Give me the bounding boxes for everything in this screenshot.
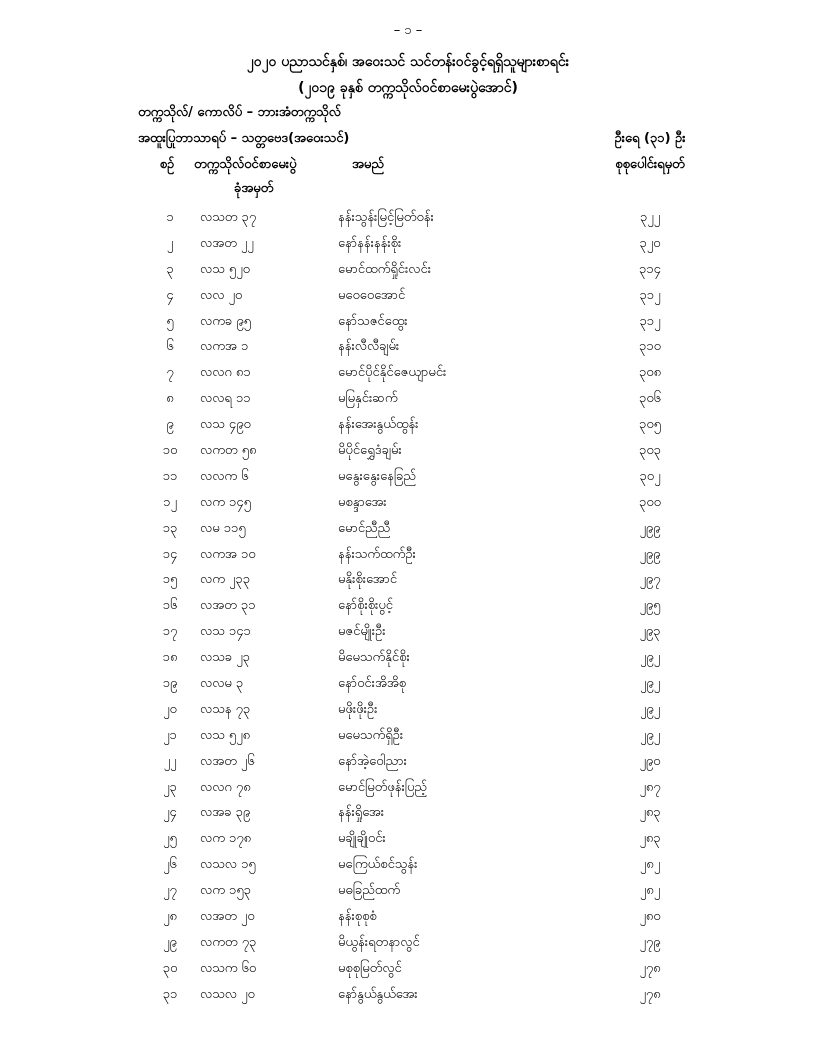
- roll-number: လသ ၅၂၀: [200, 261, 250, 277]
- roll-number: လအခ ၃၉: [200, 805, 251, 821]
- total-marks: ၂၉၂: [639, 701, 661, 717]
- table-row: [0, 413, 816, 439]
- total-marks: ၂၉၉: [639, 520, 661, 536]
- roll-number: လလရ ၁၁: [200, 391, 251, 407]
- table-row: [0, 361, 816, 387]
- row-number: ၉: [166, 417, 174, 433]
- row-number: ၂၄: [163, 805, 177, 821]
- roll-number: လအတ ၂၀: [200, 909, 255, 925]
- table-row: [0, 879, 816, 905]
- roll-number: လကခ ၉၅: [200, 313, 251, 329]
- row-number: ၃: [166, 261, 174, 277]
- total-marks: ၃၀၂: [639, 468, 661, 484]
- roll-number: လသတ ၃၇: [200, 210, 257, 225]
- total-marks: ၂၉၀: [639, 753, 661, 769]
- total-marks: ၂၇၈: [639, 986, 661, 1002]
- row-number: ၂: [166, 235, 174, 251]
- student-name: နော်စိုးစိုးပွင့်: [338, 598, 393, 614]
- table-row: [0, 284, 816, 310]
- student-name: နော်ဝင်းအိအိစု: [338, 676, 407, 692]
- student-name: နန်းသက်ထက်ဦး: [338, 546, 416, 562]
- student-name: မဇင်မျိုးဦး: [338, 624, 386, 640]
- table-row: [0, 827, 816, 853]
- roll-number: လသ ၁၄၁: [200, 624, 251, 640]
- student-name: မနွေးနွေးနေခြည်: [338, 468, 416, 484]
- roll-number: လလဂ ၇၈: [200, 779, 251, 795]
- table-row: [0, 206, 816, 232]
- student-name: နော်နွယ်နွယ်အေး: [338, 986, 418, 1002]
- university-line: တက္ကသိုလ်/ ကောလိပ် – ဘားအံတက္ကသိုလ်: [138, 105, 341, 120]
- roll-number: လသခ ၂၃: [200, 650, 250, 666]
- row-number: ၃၀: [162, 960, 178, 976]
- row-number: ၃၁: [162, 986, 178, 1002]
- total-marks: ၃၀၅: [639, 417, 661, 433]
- document-title: ၂၀၂၀ ပညာသင်နှစ်၊ အဝေးသင် သင်တန်းဝင်ခွင့်ရရှိသူများစာရင်း: [246, 54, 570, 70]
- roll-number: လက ၁၇၈: [200, 831, 252, 847]
- column-header-roll-sub: ခုံအမှတ်: [234, 181, 274, 196]
- roll-number: လသ ၄၉၀: [200, 417, 251, 433]
- total-marks: ၂၈၇: [639, 779, 661, 795]
- student-name: နော်နန်းနန်းစိုး: [338, 235, 402, 251]
- student-name: မနိုးစိုးအောင်: [338, 572, 398, 588]
- table-row: [0, 310, 816, 336]
- student-name: နန်းရှိုအေး: [338, 805, 385, 821]
- row-number: ၁၄: [162, 546, 178, 562]
- student-name: နော်အဲ့ဝေါညား: [338, 753, 407, 769]
- table-row: [0, 776, 816, 802]
- roll-number: လအတ ၂၂: [200, 235, 254, 251]
- student-name: မစန္ဒာအေး: [338, 494, 387, 510]
- student-name: မစုစုမြတ်လွင်: [338, 960, 402, 976]
- table-row: [0, 853, 816, 879]
- student-name: မောင်ထက်ရှိုင်းလင်း: [338, 261, 432, 277]
- table-row: [0, 620, 816, 646]
- roll-number: လက ၂၃၃: [200, 572, 251, 588]
- table-row: [0, 439, 816, 465]
- row-number: ၁၇: [162, 624, 178, 640]
- column-header-marks: စုစုပေါင်းရမှတ်: [615, 157, 685, 172]
- row-number: ၂၆: [163, 857, 177, 873]
- student-name: နော်သဇင်ထွေး: [338, 313, 408, 329]
- table-row: [0, 698, 816, 724]
- row-number: ၂၈: [163, 909, 177, 925]
- row-number: ၂၁: [163, 727, 177, 743]
- total-marks: ၂၉၅: [639, 598, 661, 614]
- total-marks: ၃၂၂: [639, 210, 661, 225]
- table-row: [0, 517, 816, 543]
- roll-number: လလ ၂၀: [200, 287, 243, 303]
- total-marks: ၂၈၂: [639, 857, 661, 873]
- student-name: နန်းလီလီချမ်း: [338, 339, 400, 355]
- roll-number: လသလ ၂၀: [200, 986, 255, 1002]
- row-number: ၁၅: [162, 572, 178, 588]
- table-row: [0, 568, 816, 594]
- total-marks: ၂၉၉: [639, 546, 661, 562]
- student-name: မဝေဝေအောင်: [338, 287, 406, 303]
- roll-number: လသ ၅၂၈: [200, 727, 251, 743]
- roll-number: လက ၁၄၅: [200, 494, 251, 510]
- student-name: နန်းသွန်းမြင့်မြတ်ဝန်း: [338, 210, 434, 225]
- row-number: ၁၈: [162, 650, 178, 666]
- roll-number: လကအ ၁၀: [200, 546, 256, 562]
- column-header-roll: တက္ကသိုလ်ဝင်စာမေးပွဲ: [194, 157, 297, 172]
- row-number: ၅: [166, 313, 174, 329]
- roll-number: လကတ ၅၈: [200, 443, 257, 459]
- table-row: [0, 905, 816, 931]
- results-list: [0, 206, 816, 1009]
- row-number: ၁၃: [162, 520, 178, 536]
- total-marks: ၃၁၂: [639, 313, 661, 329]
- total-marks: ၂၉၂: [639, 727, 661, 743]
- roll-number: လသလ ၁၅: [200, 857, 256, 873]
- student-name: မမေသက်ရှိဦး: [338, 727, 404, 743]
- table-row: [0, 750, 816, 776]
- row-number: ၁၀: [162, 443, 178, 459]
- student-name: မိယွန်းရတနာလွင်: [338, 934, 420, 950]
- roll-number: လက ၁၅၃: [200, 883, 251, 899]
- roll-number: လအတ ၃၁: [200, 598, 256, 614]
- total-marks: ၃၀၀: [639, 494, 661, 510]
- student-name: မောင်မြတ်ဖုန်းပြည့်: [338, 779, 427, 795]
- document-subtitle: (၂၀၁၉ ခုနှစ် တက္ကသိုလ်ဝင်စာမေးပွဲအောင်): [298, 80, 518, 96]
- column-header-name: အမည်: [352, 157, 384, 172]
- table-row: [0, 465, 816, 491]
- student-name: မဓခြည်ထက်: [338, 883, 401, 899]
- total-marks: ၂၉၇: [639, 572, 661, 588]
- total-marks: ၂၈၃: [639, 805, 661, 821]
- table-row: [0, 672, 816, 698]
- column-header-no: စဉ်: [159, 157, 175, 172]
- row-number: ၂၅: [163, 831, 177, 847]
- row-number: ၂၉: [163, 934, 177, 950]
- student-name: မချိုချိုဝင်း: [338, 831, 386, 847]
- roll-number: လအတ ၂၆: [200, 753, 255, 769]
- row-number: ၁၂: [163, 494, 177, 510]
- total-marks: ၃၁၄: [639, 261, 661, 277]
- student-name: မောင်ပိုင်နိုင်ဇေယျာမင်း: [338, 365, 447, 381]
- row-number: ၁၁: [162, 468, 178, 484]
- total-marks: ၃၂၀: [639, 235, 661, 251]
- student-name: မောင်ညီညီ: [338, 520, 391, 536]
- table-row: [0, 543, 816, 569]
- table-row: [0, 983, 816, 1009]
- roll-number: လလမ ၃: [200, 676, 244, 692]
- total-marks: ၃၁၀: [639, 339, 661, 355]
- table-row: [0, 387, 816, 413]
- student-name: မဖိုးဖိုးဦး: [338, 701, 378, 717]
- student-name: မကြေယ်စင်သွန်း: [338, 857, 418, 873]
- roll-number: လလဂ ၈၁: [200, 365, 251, 381]
- total-marks: ၃၀၆: [639, 391, 661, 407]
- total-marks: ၂၈၀: [639, 909, 661, 925]
- page-number: – ၁ –: [393, 23, 423, 38]
- roll-number: လသန ၇၃: [200, 701, 251, 717]
- table-row: [0, 724, 816, 750]
- quota-line: ဦးရေ (၃၁) ဦး: [614, 131, 686, 146]
- table-row: [0, 801, 816, 827]
- roll-number: လမ ၁၁၅: [200, 520, 246, 536]
- student-name: မမြနှင်းဆက်: [338, 391, 398, 407]
- total-marks: ၂၉၃: [639, 624, 661, 640]
- roll-number: လကအ ၁: [200, 339, 249, 355]
- table-row: [0, 594, 816, 620]
- total-marks: ၂၉၂: [639, 676, 661, 692]
- table-row: [0, 491, 816, 517]
- total-marks: ၂၇၈: [639, 960, 661, 976]
- total-marks: ၂၈၂: [639, 883, 661, 899]
- row-number: ၈: [166, 391, 174, 407]
- table-row: [0, 335, 816, 361]
- total-marks: ၃၀၈: [638, 365, 662, 381]
- total-marks: ၂၈၃: [639, 831, 661, 847]
- row-number: ၂၇: [163, 883, 177, 899]
- table-row: [0, 646, 816, 672]
- row-number: ၂၂: [163, 753, 177, 769]
- total-marks: ၃၁၂: [639, 287, 661, 303]
- major-line: အထူးပြုဘာသာရပ် – သတ္တဗေဒ(အဝေးသင်): [138, 131, 350, 146]
- row-number: ၂၃: [163, 779, 177, 795]
- total-marks: ၃၀၃: [639, 443, 661, 459]
- table-row: [0, 931, 816, 957]
- row-number: ၁၆: [162, 598, 178, 614]
- student-name: မိပိုင်ရွှေဒံချမ်း: [338, 443, 402, 459]
- student-name: နန်းစုစုစံ: [338, 909, 377, 925]
- roll-number: လသက ၆၀: [200, 960, 257, 976]
- row-number: ၁: [166, 210, 174, 225]
- row-number: ၆: [166, 339, 174, 355]
- roll-number: လကတ ၇၃: [200, 934, 257, 950]
- total-marks: ၂၉၂: [639, 650, 661, 666]
- total-marks: ၂၇၉: [639, 934, 661, 950]
- row-number: ၇: [166, 365, 174, 381]
- row-number: ၁၉: [162, 676, 178, 692]
- roll-number: လလက ၆: [200, 468, 249, 484]
- table-row: [0, 232, 816, 258]
- table-row: [0, 957, 816, 983]
- row-number: ၂၀: [163, 701, 177, 717]
- student-name: နန်းအေးနွယ်ထွန်း: [338, 417, 419, 433]
- student-name: မိမေသက်နိုင်စိုး: [338, 650, 410, 666]
- table-row: [0, 258, 816, 284]
- row-number: ၄: [166, 287, 174, 303]
